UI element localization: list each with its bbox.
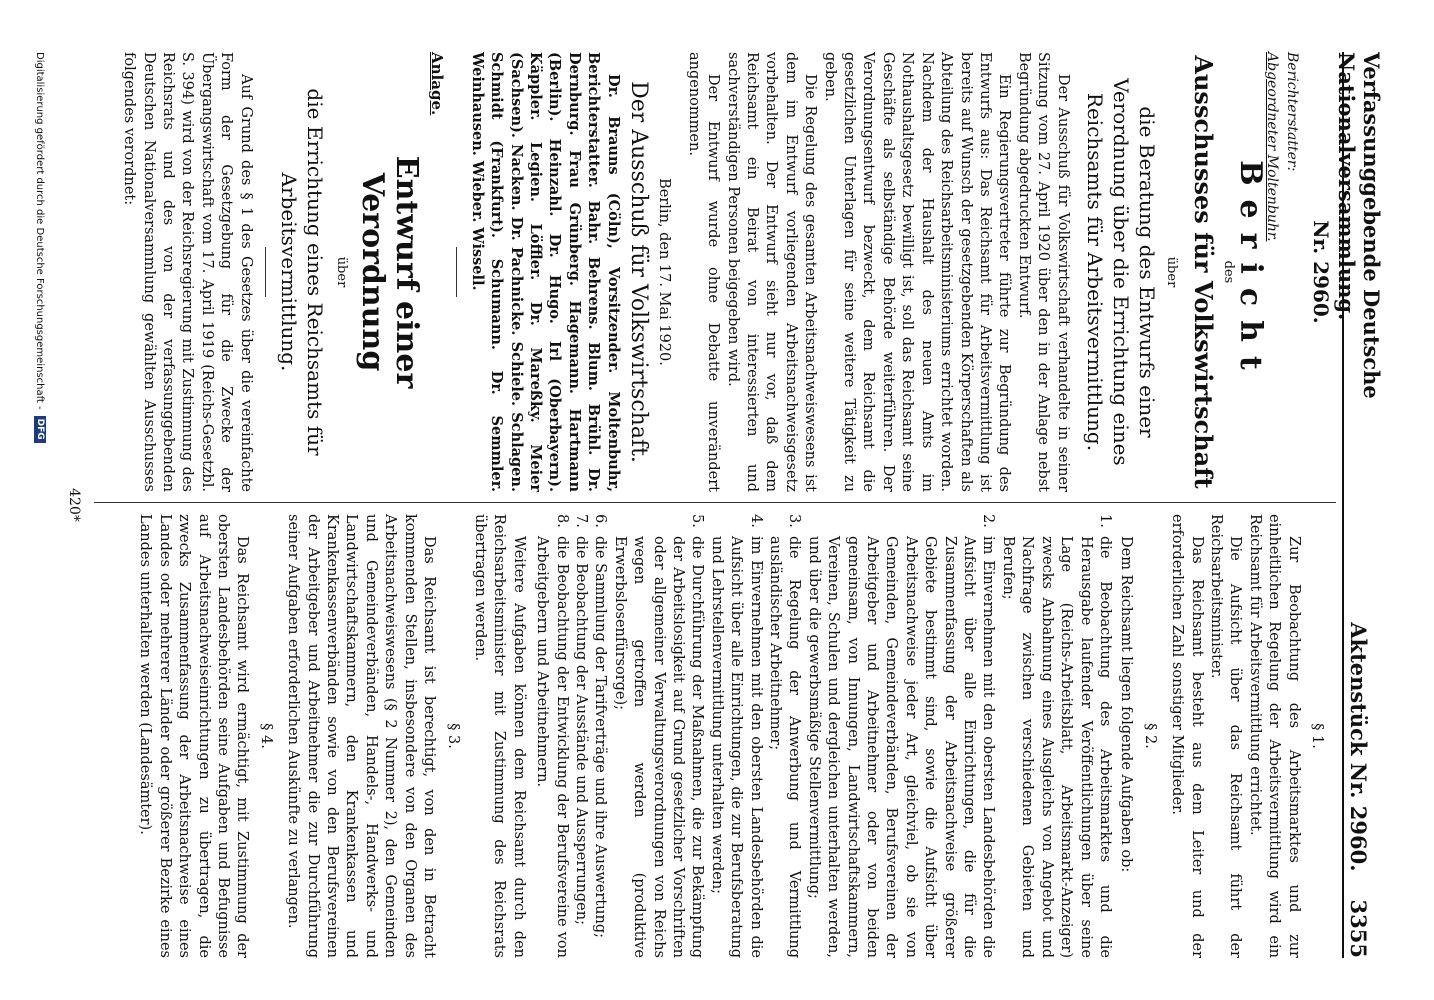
duties-list: [532, 514, 1114, 958]
bericht-title: Bericht: [1232, 160, 1268, 384]
section-3-paragraph: Das Reichsamt ist berechtigt, von den in Betracht kommenden Stellen, insbesondere von den Organen des Arbeitsnachweiswesens (§ 2 Nummer 2), den Gemeinden und Gemeindeverbänden, Handels-, Handwerks- und Landwirtschaftskammern, den Krankenkassen und Krankenkassenverbänden sowie von den Berufsvereinen der Arbeitgeber und Arbeitnehmer die zur Durchführung seiner Aufgaben erforderlichen Auskünfte zu verlangen.: [285, 514, 438, 958]
section-4-heading: § 4.: [257, 723, 274, 749]
ueber-word: über: [1163, 256, 1179, 288]
separator-rule-2: [265, 247, 266, 297]
list-item-text: die Durchführung der Maßnahmen, die zur Bekämpfung der Arbeitslosigkeit auf Grund gesetzlicher Vorschriften oder allgemeiner Verwaltungsverordnungen von Reichs wegen getroffen werden (produktive Erwerbslosenfürsorge);: [611, 536, 706, 958]
digitization-credit: [34, 52, 46, 958]
section-2-heading: § 2.: [1141, 723, 1158, 749]
list-item-number: 1.: [1096, 514, 1113, 528]
list-item-number: 4.: [747, 514, 764, 528]
section-3-heading: § 3.: [444, 723, 461, 749]
list-item-number: 2.: [980, 514, 997, 528]
list-item-number: 8.: [553, 514, 570, 528]
dfg-logo: DFG: [34, 416, 46, 443]
list-item: [803, 514, 997, 958]
rapporteur-label: Berichterstatter:: [1283, 52, 1300, 172]
paragraph-2: Ein Regierungsvertreter führte zur Begründung des Entwurfs aus: Das Reichsamt für Arbeitsvermittlung ist bereits auf Wunsch der gesetzgebenden Körperschaften als Abteilung des Reichsarbeitsministeriums errichtet worden. Nachdem der Haushalt des neuen Amts im Nothaushaltsgesetz bewilligt ist, soll das Reichsamt seine Geschäfte als selbständige Behörde weiterführen. Der Verordnungsentwurf bezweckt, dem Reichsamt die gesetzlichen Unterlagen für seine weitere Tätigkeit zu geben.: [821, 52, 1013, 492]
column-divider: [94, 502, 1336, 503]
document-page: [34, 52, 1384, 958]
header-right: [1347, 622, 1372, 958]
list-item-text: die Beobachtung der Entwicklung der Berufsvereine von Arbeitgebern und Arbeitnehmern.: [534, 536, 570, 958]
list-item-text: im Einvernehmen mit den obersten Landesbehörden die Aufsicht über alle Einrichtungen, die zur Berufsberatung und Lehrstellenvermittlung unterhalten werden;: [708, 536, 764, 958]
sheet-number: 420*: [66, 488, 82, 522]
report-subject: die Beratung des Entwurfs einer Verordnung über die Errichtung eines Reichsamts für Arbeitsvermittlung.: [1082, 78, 1159, 466]
separator-rule: [456, 247, 457, 297]
list-item-text: die Regelung der Anwerbung und Vermittlung ausländischer Arbeitnehmer;: [767, 536, 803, 958]
committee-signature: Der Ausschuß für Volkswirtschaft.: [626, 81, 652, 463]
paragraph-1: Der Ausschuß für Volkswirtschaft verhandelte in seiner Sitzung vom 27. April 1920 über den in der Anlage nebst Begründung abgedruckten Entwurf.: [1015, 52, 1071, 492]
list-item: [765, 514, 804, 958]
list-item-text: die Beobachtung der Ausstände und Aussperrungen;: [572, 536, 589, 925]
draft-title: Entwurf einer Verordnung: [354, 155, 424, 389]
assembly-title: Verfassunggebende Deutsche Nationalversammlung.: [1334, 52, 1384, 399]
document-number: Nr. 2960.: [1309, 220, 1333, 324]
list-item-text: die Sammlung der Tarifverträge und ihre Auswertung;: [592, 536, 609, 939]
credit-text: Digitalisierung gefördert durch die Deutsche Forschungsgemeinschaft -: [34, 52, 46, 410]
list-item-number: 6.: [592, 514, 609, 528]
draft-subtitle: die Errichtung eines Reichsamts für Arbeitsvermittlung.: [276, 88, 327, 456]
section-2-intro: Dem Reichsamt liegen folgende Aufgaben ob:: [1118, 536, 1135, 873]
paragraph-3: Die Regelung des gesamten Arbeitsnachweiswesens ist dem im Entwurf vorliegenden Arbeitsnachweisgesetz vorbehalten. Der Entwurf sieht nur vor, daß dem Reichsamt ein Beirat von interessierten und sachverständigen Personen beigegeben wird.: [724, 52, 819, 492]
report-date: Berlin, den 17. Mai 1920.: [656, 178, 673, 366]
list-item-number: 5.: [689, 514, 706, 528]
committee-heading: Ausschusses für Volkswirtschaft: [1188, 55, 1218, 489]
section-4-paragraph: Das Reichsamt wird ermächtigt, mit Zustimmung der obersten Landesbehörden seine Aufgaben und Befugnisse auf Arbeitsnachweiseinrichtungen zu übertragen, die zwecks Zusammenfassung der Arbeitsnachweise eines Landes oder mehrerer Länder oder größerer Bezirke eines Landes unterhalten werden (Landesämter).: [137, 514, 251, 958]
committee-members: Dr. Brauns (Cöln), Vorsitzender. Moltenbuhr, Berichterstatter. Bahr. Behrens. Blum. Brühl. Dr. Dernburg. Frau Grünberg. Hagemann. Hartmann (Berlin). Heinzahl. Dr. Hugo. Irl (Oberbayern). Käppler. Legien. Löffler. Dr. Mareßky. Meier (Sachsen). Nacken. Dr. Pachnicke. Schiele. Schlagen. Schmidt (Frankfurt). Schumann. Dr. Semmler. Weinhausen. Wieber. Wissell.: [468, 52, 622, 492]
list-item: [590, 514, 609, 958]
annex-label: Anlage.: [428, 52, 447, 116]
preamble: Auf Grund des § 1 des Gesetzes über die vereinfachte Form der Gesetzgebung für die Zwecke der Übergangswirtschaft vom 17. April 1919 (Reichs-Gesetzbl. S. 394) wird von der Reichsregierung mit Zustimmung des Reichsrats und des von der verfassunggebenden Deutschen Nationalversammlung gewählten Ausschusses folgendes verordnet:: [121, 52, 254, 492]
section-1-paragraph-2: Die Aufsicht über das Reichsamt führt der Reichsarbeitsminister.: [1207, 514, 1244, 958]
paragraph-4: Der Entwurf wurde ohne Debatte unverändert angenommen.: [685, 52, 722, 492]
list-item-number: 7.: [572, 514, 589, 528]
list-item-text: die Beobachtung des Arbeitsmarktes und die Herausgabe laufender Veröffentlichungen über seine Lage (Reichs-Arbeitsblatt, Arbeitsmarkt-Anzeiger) zwecks Anbahnung eines Ausgleichs von Angebot und Nachfrage zwischen verschiedenen Gebieten und Berufen;: [999, 536, 1113, 958]
right-column: [135, 514, 1334, 958]
section-2-paragraph-2: Weitere Aufgaben können dem Reichsamt durch den Reichsarbeitsminister mit Zustimmung des Reichsrats übertragen werden.: [471, 514, 527, 958]
list-item: [609, 514, 706, 958]
list-item: [706, 514, 764, 958]
page-header: [1334, 52, 1384, 958]
draft-ueber: über: [333, 256, 349, 288]
section-1-heading: § 1.: [1309, 723, 1325, 749]
section-1-paragraph-1: Zur Beobachtung des Arbeitsmarktes und zur einheitlichen Regelung der Arbeitsvermittlung wird ein Reichsamt für Arbeitsvermittlung errichtet.: [1246, 514, 1302, 958]
des-word: des: [1221, 260, 1237, 284]
section-1-paragraph-3: Das Reichsamt besteht aus dem Leiter und der erforderlichen Zahl sonstiger Mitglieder.: [1169, 514, 1205, 958]
list-item-text: im Einvernehmen mit den obersten Landesbehörden die Aufsicht über alle Einrichtungen, die für die Zusammenfassung der Arbeitsnachweise größerer Gebiete bestimmt sind, sowie die Aufsicht über Arbeitsnachweise jeder Art, gleichviel, ob sie von Gemeinden, Gemeindeverbänden, Berufsvereinen der Arbeitgeber und Arbeitnehmer oder von beiden gemeinsam, von Innungen, Landwirtschaftskammern, Vereinen, Schulen und dergleichen unterhalten werden, und über die gewerbsmäßige Stellenvermittlung;: [805, 536, 997, 958]
aktenstueck-label: Aktenstück Nr. 2960.: [1346, 622, 1372, 872]
list-item: [998, 514, 1114, 958]
list-item-number: 3.: [786, 514, 803, 528]
list-item: [571, 514, 590, 958]
left-column: [119, 52, 1334, 492]
header-page-number: 3355: [1346, 899, 1372, 958]
rapporteur-name: Abgeordneter Moltenbuhr.: [1264, 52, 1281, 242]
list-item: [532, 514, 571, 958]
